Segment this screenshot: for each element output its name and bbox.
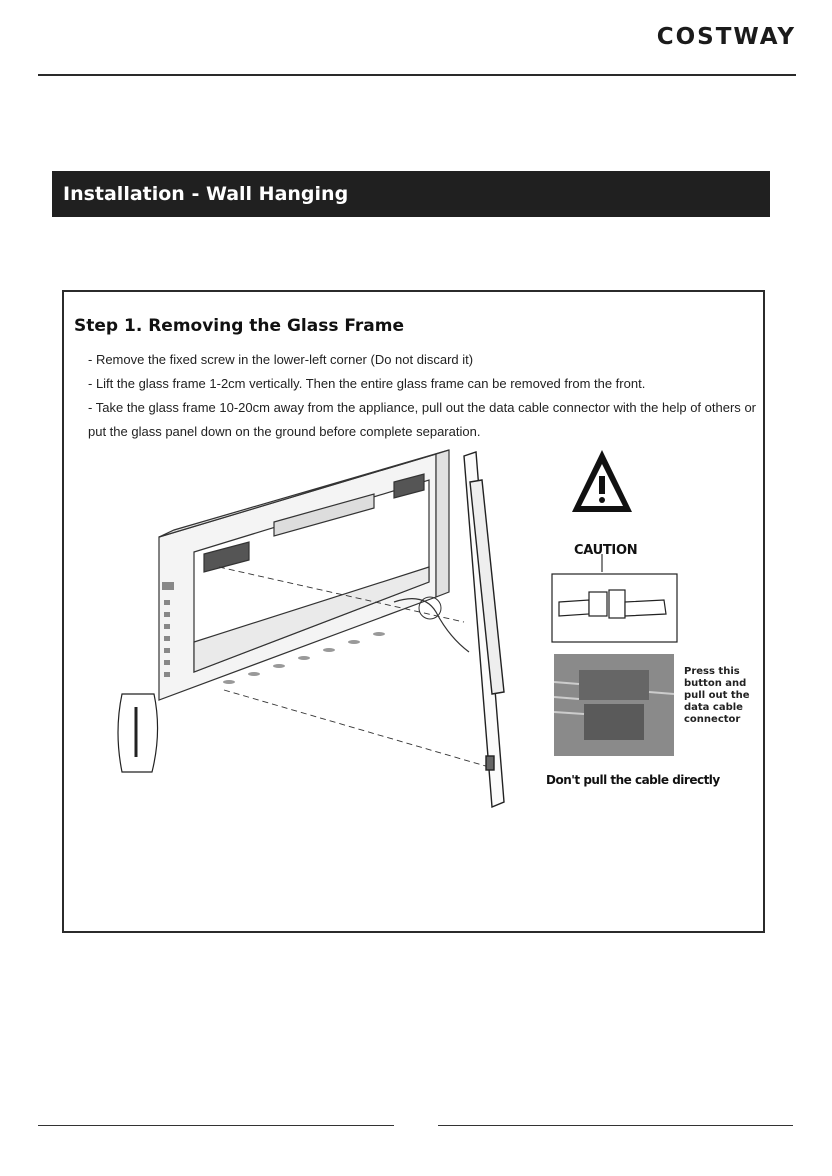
hinge-detail bbox=[118, 694, 158, 772]
brand-logo: COSTWAY bbox=[656, 24, 796, 50]
footer-divider-right bbox=[438, 1125, 793, 1126]
instruction-item: - Remove the fixed screw in the lower-left corner (Do not discard it) bbox=[88, 352, 474, 367]
fireplace-body bbox=[159, 450, 449, 700]
press-instruction-note: Press this button and pull out the data cable connector bbox=[684, 666, 750, 725]
cable-warning-note: Don't pull the cable directly bbox=[546, 773, 720, 787]
instruction-item: - Lift the glass frame 1-2cm vertically. Then the entire glass frame can be removed from the front. bbox=[88, 376, 646, 391]
connector-highlight bbox=[419, 597, 441, 619]
footer-divider-left bbox=[38, 1125, 394, 1126]
instruction-list bbox=[88, 348, 756, 444]
step-title: Step 1. Removing the Glass Frame bbox=[74, 316, 405, 336]
instruction-item: - Take the glass frame 10-20cm away from the appliance, pull out the data cable connector with the help of others or put the glass panel down on the ground before complete separation. bbox=[88, 400, 756, 439]
connector-plug-icon bbox=[552, 574, 677, 642]
glass-frame bbox=[464, 452, 504, 807]
caution-label: CAUTION bbox=[574, 543, 638, 558]
header-divider bbox=[38, 74, 796, 76]
connector-photo bbox=[554, 654, 674, 756]
warning-triangle-icon bbox=[572, 450, 632, 512]
section-heading: Installation - Wall Hanging bbox=[52, 171, 770, 217]
step-panel bbox=[62, 290, 765, 933]
